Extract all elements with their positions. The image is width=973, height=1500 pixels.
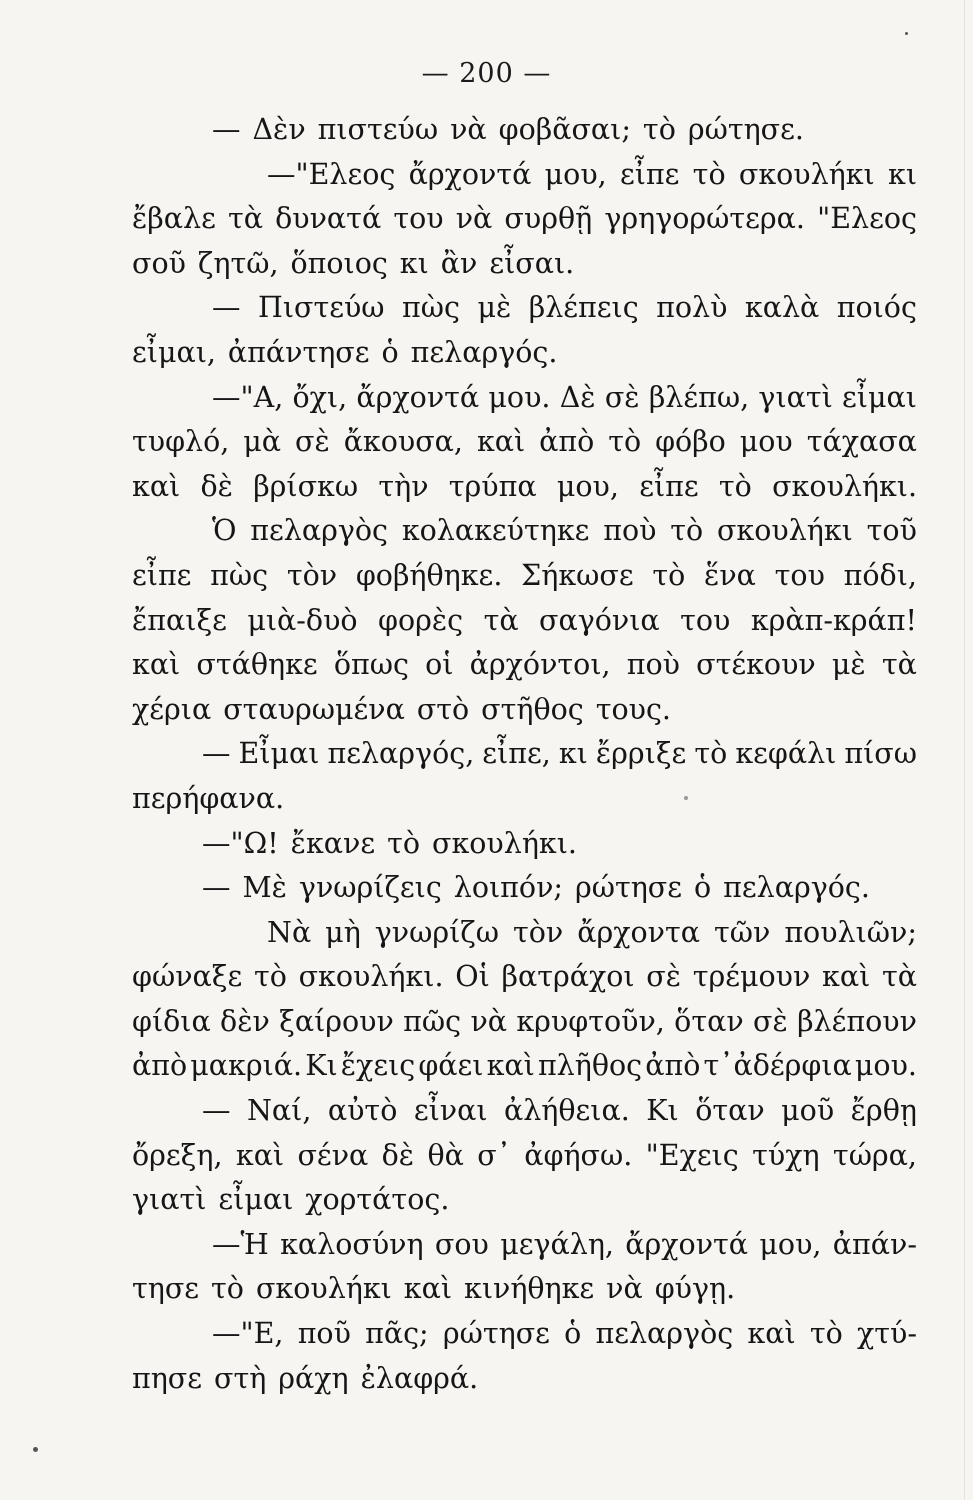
text-line	[132, 376, 917, 421]
word: δὲν	[220, 1004, 270, 1038]
word: τρύπα	[448, 469, 537, 503]
word: στῆθος	[481, 692, 584, 726]
word: τὸ	[642, 113, 676, 146]
word: ἄρχοντά	[625, 1227, 749, 1261]
text-line	[132, 1267, 917, 1312]
word: συρθῇ	[504, 202, 593, 236]
word: ὄρεξη,	[132, 1138, 223, 1172]
word: ἀρχόντοι,	[469, 648, 611, 682]
word: πὼς	[402, 291, 460, 325]
word: καὶ	[403, 1272, 453, 1306]
word: σένα	[297, 1138, 369, 1172]
word: στὴ	[214, 1361, 267, 1395]
word: πουλιῶν;	[784, 915, 917, 949]
word: Οἱ	[455, 960, 490, 994]
body-text	[132, 108, 917, 1401]
word: πελαργὸς	[250, 514, 389, 548]
word: εἶπε	[619, 157, 680, 191]
word: μὲ	[477, 291, 512, 325]
word: ἔρριξε	[595, 737, 687, 771]
word: Πιστεύω	[257, 291, 385, 325]
word: οἱ	[425, 648, 454, 682]
word: λοιπόν;	[453, 871, 563, 905]
word: σκουλήκι.	[772, 469, 917, 503]
word: ἀπὸ	[645, 1049, 701, 1083]
word: εἶμαι	[842, 380, 917, 414]
word: Δὲν	[252, 113, 306, 146]
word: καὶ	[747, 1317, 796, 1351]
text-line	[132, 732, 917, 777]
word: ὅπως	[333, 648, 409, 682]
word: τύχη	[752, 1138, 820, 1172]
word: γιατὶ	[132, 1183, 207, 1217]
word: δὲ	[200, 469, 233, 503]
word: φίδια	[132, 1004, 211, 1038]
word: εἶναι	[413, 1094, 488, 1128]
word: τὸ	[670, 514, 704, 548]
word: γνωρίζεις	[298, 871, 442, 905]
word: νὰ	[606, 1272, 643, 1306]
word: μου.	[854, 1049, 917, 1083]
word: ὁ	[564, 1317, 582, 1351]
word: ἔκανε	[290, 826, 376, 860]
word: ρώτησε.	[687, 113, 804, 146]
word: μου,	[556, 469, 619, 503]
word: Δὲ	[559, 380, 596, 414]
text-line	[132, 777, 917, 822]
word: Σήκωσε	[521, 558, 634, 592]
word: φόβο	[655, 425, 726, 459]
word: καλὰ	[744, 291, 820, 325]
word: κι	[399, 246, 429, 280]
word: κρὰπ-κράπ!	[750, 603, 917, 637]
word: τησε	[132, 1272, 200, 1306]
word: σταυρωμένα	[223, 692, 405, 726]
word: σὲ	[646, 960, 682, 994]
word: κρυφτοῦν,	[516, 1004, 665, 1038]
word: ποὺ	[626, 648, 680, 682]
word: νὰ	[470, 1004, 508, 1038]
word: ζητῶ,	[197, 246, 279, 280]
text-line	[132, 554, 917, 599]
word: καὶ	[132, 648, 181, 682]
text-line	[132, 286, 917, 331]
text-line	[132, 1312, 917, 1357]
text-line	[132, 866, 917, 911]
word: δυνατά	[275, 202, 382, 236]
word: Νὰ	[267, 915, 312, 949]
word: κι	[558, 737, 588, 771]
word: σκουλήκι.	[432, 826, 577, 860]
word: ἀπὸ	[132, 1049, 188, 1083]
word: του	[774, 558, 825, 592]
word: ἂν	[440, 246, 478, 280]
word: τώρα,	[832, 1138, 917, 1172]
word: σκουλήκι	[255, 1272, 392, 1306]
word: πελαργός.	[410, 335, 558, 369]
word: περήφανα.	[132, 781, 285, 815]
word: μὴ	[325, 915, 361, 949]
word: στὸ	[416, 692, 470, 726]
word: τυφλό,	[132, 425, 230, 459]
word: τὰ	[881, 960, 917, 994]
word: πᾶς;	[365, 1317, 429, 1351]
word: κεφάλι	[735, 737, 837, 771]
word: τάχασα	[806, 425, 917, 459]
word: χέρια	[132, 692, 212, 726]
word: "Εχεις	[645, 1138, 739, 1172]
word: ξαίρουν	[279, 1004, 394, 1038]
word: —"Α,	[212, 380, 284, 414]
word: Ὁ	[212, 514, 237, 548]
word: μιὰ-δυὸ	[247, 603, 358, 637]
word: μὰ	[243, 425, 282, 459]
word: Κι	[305, 1049, 338, 1083]
word: ἔπαιξε	[132, 603, 227, 637]
word: πίσω	[844, 737, 917, 771]
word: πὼς	[210, 558, 269, 592]
word: στέκουν	[696, 648, 816, 682]
word: τ᾽ἀδέρφια	[703, 1049, 852, 1083]
word: γιατὶ	[758, 380, 833, 414]
text-line	[132, 242, 917, 287]
word: σκουλήκι	[716, 514, 853, 548]
text-line	[132, 688, 917, 733]
word: βλέπουν	[797, 1004, 917, 1038]
word: —	[202, 737, 231, 771]
word: ὄχι,	[292, 380, 348, 414]
word: εἶσαι.	[489, 246, 575, 280]
word: τὸ	[718, 469, 752, 503]
word: ράχη	[278, 1361, 349, 1395]
word: ὅταν	[695, 1094, 765, 1128]
text-line	[132, 420, 917, 465]
word: γνωρίζω	[374, 915, 499, 949]
word: μου,	[759, 1227, 822, 1261]
word: μακριά.	[190, 1049, 303, 1083]
text-line	[132, 331, 917, 376]
word: ἀφήσω.	[524, 1138, 633, 1172]
ink-speck	[684, 796, 688, 800]
word: εἶμαι	[218, 1183, 294, 1217]
word: τὸ	[608, 425, 642, 459]
word: σκουλήκι.	[298, 960, 444, 994]
word: πῶς	[403, 1004, 462, 1038]
word: "Ελεος	[817, 202, 917, 236]
word: νὰ	[455, 202, 493, 236]
word: στάθηκε	[196, 648, 318, 682]
word: ποιός	[836, 291, 917, 325]
text-line	[132, 465, 917, 510]
word: τὸ	[692, 157, 726, 191]
word: τρέμουν	[692, 960, 811, 994]
word: —	[202, 1094, 231, 1128]
text-line	[132, 911, 917, 956]
word: καὶ	[822, 960, 871, 994]
word: εἶμαι,	[132, 335, 216, 369]
word: πιστεύω	[317, 113, 439, 146]
word: καὶ	[235, 1138, 285, 1172]
word: ἕνα	[704, 558, 756, 592]
word: τοῦ	[866, 514, 917, 548]
text-line	[132, 955, 917, 1000]
word: πελαργός,	[327, 737, 475, 771]
word: τὰ	[227, 202, 263, 236]
word: του	[680, 603, 731, 637]
word: τὸ	[387, 826, 421, 860]
word: σου	[434, 1227, 489, 1261]
word: ἄρχοντα	[577, 915, 700, 949]
word: φύγῃ.	[654, 1272, 736, 1306]
text-line	[132, 1089, 917, 1134]
word: κολακεύτηκε	[401, 514, 590, 548]
word: τὸ	[809, 1317, 843, 1351]
ink-speck	[905, 32, 908, 35]
word: Μὲ	[242, 871, 287, 905]
word: τῶν	[713, 915, 771, 949]
word: Εἶμαι	[238, 737, 320, 771]
word: τὸ	[652, 558, 686, 592]
word: ρώτησε	[442, 1317, 550, 1351]
word: πελαργός.	[723, 871, 870, 905]
word: —	[212, 291, 241, 325]
word: ἄρχοντά	[408, 157, 532, 191]
word: σοῦ	[132, 246, 186, 280]
word: νὰ	[450, 113, 487, 146]
text-line	[132, 153, 917, 198]
word: πόδι,	[843, 558, 917, 592]
word: μεγάλη,	[500, 1227, 614, 1261]
word: ἄκουσα,	[343, 425, 463, 459]
word: καὶ	[132, 469, 181, 503]
word: μου,	[544, 157, 607, 191]
word: ὁ	[381, 335, 399, 369]
word: τὸ	[211, 1272, 244, 1306]
word: —"Ω!	[202, 826, 279, 860]
page-edge	[964, 0, 965, 1500]
word: θὰ	[427, 1138, 464, 1172]
word: σαγόνια	[539, 603, 660, 637]
word: —"Ελεος	[267, 157, 396, 191]
word: σὲ	[295, 425, 330, 459]
text-line	[132, 1134, 917, 1179]
word: εἶπε	[132, 558, 192, 592]
text-line	[132, 197, 917, 242]
ink-speck	[33, 1447, 38, 1452]
word: του	[393, 202, 444, 236]
word: ἀπάν-	[832, 1227, 917, 1261]
word: ποὺ	[603, 514, 657, 548]
word: τὰ	[483, 603, 519, 637]
word: τὸ	[694, 737, 728, 771]
word: χτύ-	[857, 1317, 917, 1351]
word: χορτάτος.	[305, 1183, 450, 1217]
word: τὸν	[512, 915, 564, 949]
word: ἔβαλε	[132, 202, 216, 236]
word: βλέπω,	[648, 380, 750, 414]
text-line	[132, 1044, 917, 1089]
word: κι	[888, 157, 917, 191]
text-line	[132, 643, 917, 688]
word: μὲ	[831, 648, 866, 682]
word: Κι	[646, 1094, 679, 1128]
text-line	[132, 1357, 917, 1402]
word: γρηγορώτερα.	[604, 202, 805, 236]
word: σκουλήκι	[738, 157, 875, 191]
word: ἄρχοντά	[356, 380, 480, 414]
word: ἔρθῃ	[850, 1094, 917, 1128]
word: φοβήθηκε.	[355, 558, 503, 592]
word: μου	[739, 425, 793, 459]
word: κινήθηκε	[464, 1272, 595, 1306]
word: εἶπε	[639, 469, 699, 503]
word: —Ἡ	[212, 1227, 269, 1261]
word: τους.	[595, 692, 671, 726]
page-number: — 200 —	[421, 58, 552, 89]
word: βλέπεις	[528, 291, 639, 325]
word: καλοσύνη	[280, 1227, 424, 1261]
word: βρίσκω	[253, 469, 359, 503]
word: φοβᾶσαι;	[498, 113, 631, 146]
word: πλῆθος	[537, 1049, 643, 1083]
word: καὶ	[486, 1049, 535, 1083]
word: τὰ	[881, 648, 917, 682]
word: ἀπὸ	[539, 425, 595, 459]
word: βατράχοι	[501, 960, 635, 994]
text-line	[132, 108, 917, 153]
word: δὲ	[381, 1138, 415, 1172]
word: πησε	[132, 1361, 203, 1395]
word: ὅποιος	[290, 246, 388, 280]
text-line	[132, 1000, 917, 1045]
word: τὸ	[253, 960, 287, 994]
word: σ᾽	[477, 1138, 511, 1172]
word: σὲ	[752, 1004, 788, 1038]
word: φώναξε	[132, 960, 243, 994]
word: πολὺ	[656, 291, 728, 325]
word: φάει	[418, 1049, 484, 1083]
word: πελαργὸς	[595, 1317, 734, 1351]
word: σὲ	[604, 380, 640, 414]
word: Ναί,	[246, 1094, 312, 1128]
text-line	[132, 509, 917, 554]
word: ἔχεις	[340, 1049, 416, 1083]
word: ἀλήθεια.	[503, 1094, 630, 1128]
word: —"Ε,	[212, 1317, 284, 1351]
word: φορὲς	[378, 603, 464, 637]
word: ὅταν	[674, 1004, 744, 1038]
text-line	[132, 599, 917, 644]
word: μοῦ	[781, 1094, 835, 1128]
word: εἶπε,	[482, 737, 551, 771]
word: αὐτὸ	[327, 1094, 398, 1128]
word: ὁ	[694, 871, 712, 905]
word: καὶ	[476, 425, 526, 459]
word: ποῦ	[297, 1317, 351, 1351]
word: ἐλαφρά.	[360, 1361, 479, 1395]
word: μου.	[488, 380, 551, 414]
word: τὸν	[286, 558, 338, 592]
word: τὴν	[378, 469, 429, 503]
word: —	[202, 871, 231, 905]
text-line	[132, 1178, 917, 1223]
text-line	[132, 1223, 917, 1268]
text-line	[132, 822, 917, 867]
word: ρώτησε	[574, 871, 683, 905]
word: —	[212, 113, 241, 146]
word: ἀπάντησε	[227, 335, 370, 369]
